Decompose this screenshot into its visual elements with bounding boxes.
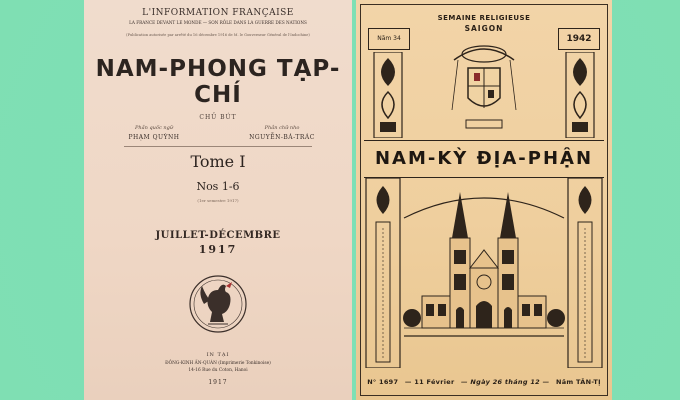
bottom-year: 1917 (208, 379, 228, 386)
issue-year-vn: Năm TÂN-TỊ (555, 378, 601, 386)
rooster-emblem-icon (188, 264, 248, 346)
editor-left (94, 125, 214, 141)
cover-title: NAM-KỲ ĐỊA-PHẬN (374, 148, 594, 169)
semester-note: (1er semestre 1917) (197, 198, 239, 203)
editor-right-name: NGUYỄN-BÁ-TRÁC (249, 134, 315, 141)
left-ornament-icon (366, 52, 410, 138)
editor-left-role: Phần quốc ngữ (135, 125, 173, 131)
editor-right-role: Phần chữ nho (264, 125, 300, 131)
printer-name: ĐÔNG-KINH ẤN-QUÁN (Imprimerie Tonkinoise) (165, 361, 271, 366)
period-label: JUILLET-DÉCEMBRE (155, 230, 281, 241)
right-ornament-icon (558, 52, 602, 138)
publication-year-box: 1942 (558, 28, 600, 50)
issue-date-fr: — 11 Février (404, 378, 455, 386)
divider (124, 146, 312, 147)
issue-date-vn: — Ngày 26 tháng 12 — (461, 378, 550, 386)
cover-note: (Publication autorisée par arrêté du 16 décembre 1916 de M. le Gouverneur Général de l'Indochine) (126, 33, 310, 37)
year-label: 1917 (198, 243, 238, 256)
city-label: SAIGON (464, 24, 504, 33)
issue-footer (356, 378, 612, 386)
cover-title: NAM-PHONG TẠP-CHÍ (95, 56, 341, 108)
issue-numbers: Nos 1-6 (196, 180, 240, 193)
cathedral-illustration-icon (364, 178, 604, 368)
semaine-label: SEMAINE RELIGIEUSE (437, 14, 531, 22)
nam-ky-dia-phan-cover (356, 0, 612, 400)
printed-at-label: IN TẠI (206, 352, 230, 358)
tome-label: Tome I (190, 152, 246, 171)
editor-label: CHỦ BÚT (199, 114, 237, 121)
nam-phong-cover (84, 0, 352, 400)
editor-right (222, 125, 342, 141)
cover-header: L'INFORMATION FRANÇAISE (142, 8, 294, 18)
printer-address: 14-16 Rue du Coton, Hanoi (188, 368, 248, 373)
cover-subheader: LA FRANCE DEVANT LE MONDE — SON RÔLE DANS LA GUERRE DES NATIONS (129, 20, 307, 25)
bishop-coat-of-arms-icon (444, 40, 524, 136)
editor-left-name: PHẠM QUỲNH (128, 134, 180, 141)
issue-number: N° 1697 (367, 378, 399, 386)
issue-year-box: Năm 34 (368, 28, 410, 50)
